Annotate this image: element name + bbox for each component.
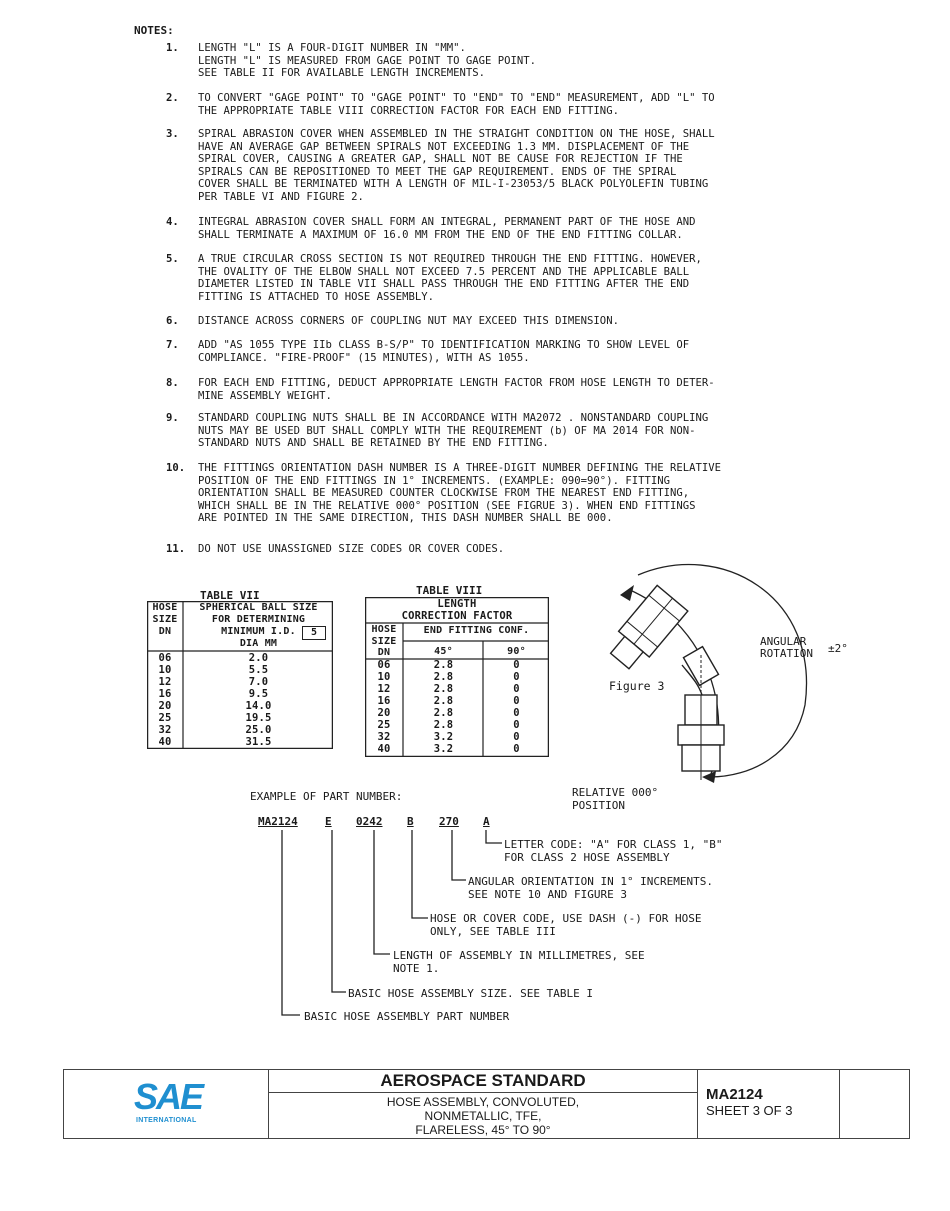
table7-size-cell: 25: [158, 712, 172, 724]
note-4: [160, 216, 820, 241]
table8-90-cell: 0: [513, 683, 520, 695]
sae-logo-sub: INTERNATIONAL: [136, 1117, 197, 1124]
table7-ball-cell: 19.5: [245, 712, 272, 724]
arrow-head-top: [620, 585, 634, 601]
note-text: A TRUE CIRCULAR CROSS SECTION IS NOT REQUIRED THROUGH THE END FITTING. HOWEVER, THE OVALITY OF THE ELBOW SHALL NOT EXCEED 7.5 PERCENT AND THE APPLICABLE BALL DIAMETER LISTED IN TABLE VII SHALL PASS THROUGH THE END FITTING AFTER THE END FITTING IS ATTACHED TO HOSE ASSEMBLY.: [198, 253, 702, 303]
sae-logo: [64, 1070, 269, 1138]
table8-size-cell: 16: [377, 695, 391, 707]
document-heading: AEROSPACE STANDARD: [269, 1070, 697, 1093]
upper-fitting: [604, 585, 687, 674]
note-6: [160, 315, 820, 328]
note-text: DISTANCE ACROSS CORNERS OF COUPLING NUT MAY EXCEED THIS DIMENSION.: [198, 315, 619, 327]
pn-cover: B: [407, 815, 414, 828]
table7-header-ball: SPHERICAL BALL SIZE FOR DETERMINING MINIMUM I.D.: [199, 602, 318, 637]
table8-size-cell: 25: [377, 719, 391, 731]
table8-90-cell: 0: [513, 719, 520, 731]
note-number: 11.: [166, 543, 186, 555]
pn-size: E: [325, 815, 332, 828]
note-number: 6.: [166, 315, 179, 327]
table8-45-cell: 3.2: [433, 743, 454, 755]
pn-length: 0242: [356, 815, 383, 828]
table8-header-size: HOSE SIZE DN: [371, 624, 397, 658]
table7-ball-cell: 2.0: [248, 652, 269, 664]
table7-caption: TABLE VII: [200, 589, 260, 602]
table8-45-cell: 3.2: [433, 731, 454, 743]
table8-caption: TABLE VIII: [416, 584, 483, 597]
note-text: SPIRAL ABRASION COVER WHEN ASSEMBLED IN THE STRAIGHT CONDITION ON THE HOSE, SHALL HAVE AN AVERAGE GAP BETWEEN SPIRALS NOT EXCEEDING 1.3 MM. DISPLACEMENT OF THE SPIRAL COVER, CAUSING A GREATER GAP, SHALL NOT BE CAUSE FOR REJECTION IF THE SPIRALS CAN BE REPOSITIONED TO MEET THE GAP REQUIREMENT. ENDS OF THE SPIRAL COVER SHALL BE TERMINATED WITH A LENGTH OF MIL-I-23053/5 BLACK POLYOLEFIN TUBING PER TABLE VI AND FIGURE 2.: [198, 128, 715, 203]
desc-orientation: ANGULAR ORIENTATION IN 1° INCREMENTS. SEE NOTE 10 AND FIGURE 3: [468, 875, 714, 901]
note-number: 7.: [166, 339, 179, 351]
table8-size-cell: 06: [377, 659, 391, 671]
note-2: [160, 92, 820, 117]
table8-size-cell: 32: [377, 731, 391, 743]
note-text: TO CONVERT "GAGE POINT" TO "GAGE POINT" TO "END" TO "END" MEASUREMENT, ADD "L" TO THE APPROPRIATE TABLE VIII CORRECTION FACTOR FOR EACH END FITTING.: [198, 92, 715, 117]
table8-header-conf: END FITTING CONF.: [423, 625, 530, 636]
table7-size-cell: 32: [158, 724, 172, 736]
sae-logo-mark: SAE: [134, 1076, 203, 1117]
notes-title: NOTES:: [134, 24, 174, 37]
note-number: 10.: [166, 462, 186, 474]
table7-header-unit: DIA MM: [239, 638, 278, 649]
table8-header-45: 45°: [434, 646, 453, 657]
table7-ball-cell: 31.5: [245, 736, 272, 748]
table8-45-cell: 2.8: [433, 659, 454, 671]
table7-ball-cell: 9.5: [248, 688, 269, 700]
figure-3-drawing: [590, 555, 860, 795]
note-text: STANDARD COUPLING NUTS SHALL BE IN ACCORDANCE WITH MA2072 . NONSTANDARD COUPLING NUTS MAY BE USED BUT SHALL COMPLY WITH THE REQUIREMENT (b) OF MA 2014 FOR NON- STANDARD NUTS AND SHALL BE RETAINED BY THE END FITTING.: [198, 412, 709, 449]
note-7: [160, 339, 820, 364]
note-number: 9.: [166, 412, 179, 424]
table8-45-cell: 2.8: [433, 695, 454, 707]
note-11: [160, 543, 820, 556]
document-description: HOSE ASSEMBLY, CONVOLUTED, NONMETALLIC, TFE, FLARELESS, 45° TO 90°: [386, 1095, 580, 1137]
pn-orientation: 270: [439, 815, 459, 828]
table7-ball-cell: 14.0: [245, 700, 272, 712]
table8-45-cell: 2.8: [433, 719, 454, 731]
note-number: 1.: [166, 42, 179, 54]
note-text: THE FITTINGS ORIENTATION DASH NUMBER IS A THREE-DIGIT NUMBER DEFINING THE RELATIVE POSITION OF THE END FITTINGS IN 1° INCREMENTS. (EXAMPLE: 090=90°). FITTING ORIENTATION SHALL BE MEASURED COUNTER CLOCKWISE FROM THE NEAREST END FITTING, WHICH SHALL BE IN THE RELATIVE 000° POSITION (SEE FIGRUE 3). WHEN END FITTINGS ARE POINTED IN THE SAME DIRECTION, THIS DASH NUMBER SHALL BE 000.: [198, 462, 721, 524]
note-number: 3.: [166, 128, 179, 140]
table7-size-cell: 10: [158, 664, 172, 676]
note-number: 2.: [166, 92, 179, 104]
table8-header-90: 90°: [507, 646, 526, 657]
note-text: ADD "AS 1055 TYPE IIb CLASS B-S/P" TO IDENTIFICATION MARKING TO SHOW LEVEL OF COMPLIANCE. "FIRE-PROOF" (15 MINUTES), WITH AS 1055.: [198, 339, 690, 364]
note-ref-5: 5: [310, 627, 318, 638]
table8-45-cell: 2.8: [433, 683, 454, 695]
sheet-number: SHEET 3 OF 3: [706, 1103, 793, 1118]
table7-size-cell: 12: [158, 676, 172, 688]
desc-size: BASIC HOSE ASSEMBLY SIZE. SEE TABLE I: [348, 987, 594, 1000]
table7: [147, 601, 333, 749]
note-text: DO NOT USE UNASSIGNED SIZE CODES OR COVER CODES.: [198, 543, 505, 555]
table7-ball-cell: 7.0: [248, 676, 269, 688]
note-1: [160, 42, 820, 80]
angular-rotation-label: ANGULAR ROTATION: [760, 635, 813, 660]
table7-ball-cell: 5.5: [248, 664, 269, 676]
note-9: [160, 412, 820, 450]
pn-class: A: [483, 815, 490, 828]
table8-90-cell: 0: [513, 743, 520, 755]
table8-size-cell: 10: [377, 671, 391, 683]
table7-size-cell: 16: [158, 688, 172, 700]
figure-3-label: Figure 3: [609, 679, 665, 693]
note-5: [160, 253, 820, 303]
table8-size-cell: 20: [377, 707, 391, 719]
relative-position-label: RELATIVE 000° POSITION: [572, 786, 659, 812]
note-text: INTEGRAL ABRASION COVER SHALL FORM AN INTEGRAL, PERMANENT PART OF THE HOSE AND SHALL TERMINATE A MAXIMUM OF 16.0 MM FROM THE END OF THE END FITTING COLLAR.: [198, 216, 696, 241]
note-10: [160, 462, 820, 525]
table7-header-size: HOSE SIZE DN: [152, 602, 178, 637]
note-number: 8.: [166, 377, 179, 389]
desc-cover: HOSE OR COVER CODE, USE DASH (-) FOR HOSE ONLY, SEE TABLE III: [430, 912, 702, 938]
note-3: [160, 128, 820, 203]
table8: [365, 597, 549, 757]
title-block: [63, 1069, 910, 1139]
document-number: MA2124: [706, 1086, 763, 1103]
table8-size-cell: 12: [377, 683, 391, 695]
desc-basic: BASIC HOSE ASSEMBLY PART NUMBER: [304, 1010, 510, 1023]
table8-45-cell: 2.8: [433, 671, 454, 683]
table8-size-cell: 40: [377, 743, 391, 755]
pn-basic: MA2124: [258, 815, 298, 828]
table7-size-cell: 40: [158, 736, 172, 748]
table8-90-cell: 0: [513, 671, 520, 683]
angular-tolerance: ±2°: [828, 642, 848, 655]
example-title: EXAMPLE OF PART NUMBER:: [250, 790, 403, 803]
table8-header-top: LENGTH CORRECTION FACTOR: [401, 598, 513, 622]
arrow-head-bottom: [702, 771, 716, 783]
table8-45-cell: 2.8: [433, 707, 454, 719]
table7-ball-cell: 25.0: [245, 724, 272, 736]
desc-class: LETTER CODE: "A" FOR CLASS 1, "B" FOR CLASS 2 HOSE ASSEMBLY: [504, 838, 723, 864]
table8-90-cell: 0: [513, 659, 520, 671]
table8-90-cell: 0: [513, 731, 520, 743]
note-text: FOR EACH END FITTING, DEDUCT APPROPRIATE LENGTH FACTOR FROM HOSE LENGTH TO DETER- MINE ASSEMBLY WEIGHT.: [198, 377, 715, 402]
note-number: 4.: [166, 216, 179, 228]
note-number: 5.: [166, 253, 179, 265]
table7-size-cell: 20: [158, 700, 172, 712]
table7-size-cell: 06: [158, 652, 172, 664]
table8-90-cell: 0: [513, 707, 520, 719]
note-8: [160, 377, 820, 402]
note-text: LENGTH "L" IS A FOUR-DIGIT NUMBER IN "MM". LENGTH "L" IS MEASURED FROM GAGE POINT TO GAGE POINT. SEE TABLE II FOR AVAILABLE LENGTH INCREMENTS.: [198, 42, 537, 79]
table8-90-cell: 0: [513, 695, 520, 707]
desc-length: LENGTH OF ASSEMBLY IN MILLIMETRES, SEE NOTE 1.: [393, 949, 645, 975]
